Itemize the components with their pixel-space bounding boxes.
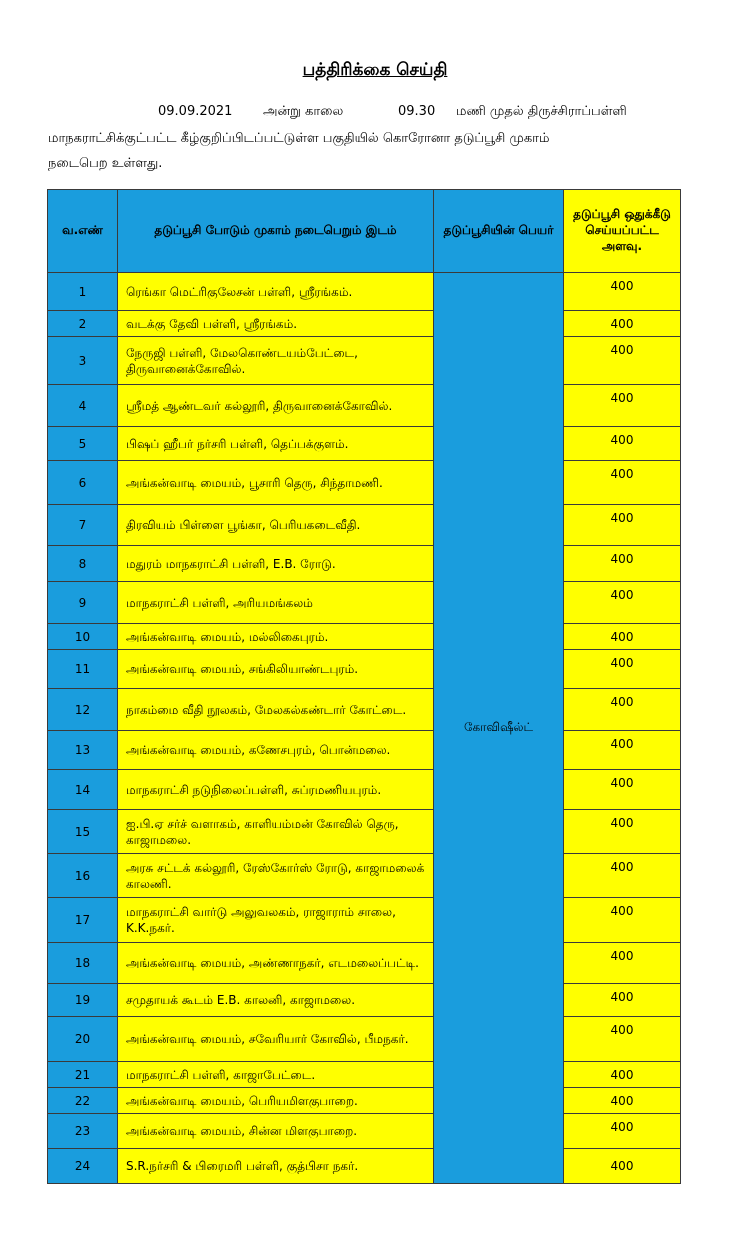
cell-location: அங்கன்வாடி மையம், அண்ணாநகர், எடமலைப்பட்டி. (118, 943, 434, 984)
cell-sno: 2 (48, 311, 118, 337)
table-row (48, 898, 681, 943)
page-title: பத்திரிக்கை செய்தி (302, 60, 448, 80)
header-location: தடுப்பூசி போடும் முகாம் நடைபெறும் இடம் (118, 190, 434, 273)
cell-sno: 17 (48, 898, 118, 943)
cell-location: S.R.நர்சரி & பிரைமரி பள்ளி, குத்பிசா நகர். (118, 1149, 434, 1184)
table-row (48, 810, 681, 854)
intro-line-2: மாநகராட்சிக்குட்பட்ட கீழ்குறிப்பிடப்பட்டுள்ள பகுதியில் கொரோனா தடுப்பூசி முகாம் (48, 131, 550, 146)
cell-location: மாநகராட்சி பள்ளி, காஜாபேட்டை. (118, 1062, 434, 1088)
cell-quantity: 400 (564, 810, 681, 854)
table-row (48, 1017, 681, 1062)
cell-location: அங்கன்வாடி மையம், சவேரியார் கோவில், பீமநகர். (118, 1017, 434, 1062)
cell-quantity: 400 (564, 943, 681, 984)
cell-location: நாகம்மை வீதி நூலகம், மேலகல்கண்டார் கோட்டை. (118, 689, 434, 731)
intro-word-from: மணி முதல் திருச்சிராப்பள்ளி (456, 104, 627, 119)
table-row (48, 731, 681, 770)
cell-sno: 24 (48, 1149, 118, 1184)
table-row (48, 650, 681, 689)
table-row (48, 943, 681, 984)
cell-quantity: 400 (564, 731, 681, 770)
cell-location: திரவியம் பிள்ளை பூங்கா, பெரியகடைவீதி. (118, 505, 434, 546)
cell-location: அங்கன்வாடி மையம், பூசாரி தெரு, சிந்தாமணி. (118, 461, 434, 505)
cell-sno: 13 (48, 731, 118, 770)
cell-sno: 22 (48, 1088, 118, 1114)
cell-quantity: 400 (564, 427, 681, 461)
cell-quantity: 400 (564, 337, 681, 385)
cell-quantity: 400 (564, 1149, 681, 1184)
intro-word-on: அன்று காலை (263, 104, 344, 119)
table-row (48, 1088, 681, 1114)
cell-quantity: 400 (564, 770, 681, 810)
cell-location: அங்கன்வாடி மையம், மல்லிகைபுரம். (118, 624, 434, 650)
cell-quantity: 400 (564, 311, 681, 337)
cell-sno: 10 (48, 624, 118, 650)
cell-quantity: 400 (564, 624, 681, 650)
cell-sno: 5 (48, 427, 118, 461)
cell-sno: 19 (48, 984, 118, 1017)
table-row (48, 337, 681, 385)
cell-quantity: 400 (564, 582, 681, 624)
cell-location: மாநகராட்சி நடுநிலைப்பள்ளி, சுப்ரமணியபுரம். (118, 770, 434, 810)
table-row (48, 1114, 681, 1149)
cell-location: அங்கன்வாடி மையம், சின்ன மிளகுபாறை. (118, 1114, 434, 1149)
table-row (48, 505, 681, 546)
cell-quantity: 400 (564, 385, 681, 427)
header-quantity: தடுப்பூசி ஒதுக்கீடு செய்யப்பட்ட அளவு. (564, 190, 681, 273)
cell-sno: 15 (48, 810, 118, 854)
table-row (48, 461, 681, 505)
header-sno: வ.எண் (48, 190, 118, 273)
table-row (48, 582, 681, 624)
cell-location: மதுரம் மாநகராட்சி பள்ளி, E.B. ரோடு. (118, 546, 434, 582)
table-row (48, 624, 681, 650)
cell-sno: 23 (48, 1114, 118, 1149)
cell-location: நேருஜி பள்ளி, மேலகொண்டயம்பேட்டை, திருவானைக்கோவில். (118, 337, 434, 385)
cell-location: அங்கன்வாடி மையம், பெரியமிளகுபாறை. (118, 1088, 434, 1114)
table-row (48, 984, 681, 1017)
cell-location: மாநகராட்சி வார்டு அலுவலகம், ராஜாராம் சாலை, K.K.நகர். (118, 898, 434, 943)
cell-sno: 16 (48, 854, 118, 898)
cell-sno: 4 (48, 385, 118, 427)
cell-quantity: 400 (564, 461, 681, 505)
table-row (48, 689, 681, 731)
table-row (48, 770, 681, 810)
cell-sno: 18 (48, 943, 118, 984)
cell-location: மாநகராட்சி பள்ளி, அரியமங்கலம் (118, 582, 434, 624)
cell-location: ஸ்ரீமத் ஆண்டவர் கல்லூரி, திருவானைக்கோவில். (118, 385, 434, 427)
cell-sno: 1 (48, 273, 118, 311)
cell-location: ரெங்கா மெட்ரிகுலேசன் பள்ளி, ஸ்ரீரங்கம். (118, 273, 434, 311)
cell-quantity: 400 (564, 1062, 681, 1088)
table-row (48, 427, 681, 461)
table-row (48, 1062, 681, 1088)
cell-sno: 3 (48, 337, 118, 385)
intro-date: 09.09.2021 (158, 104, 233, 119)
cell-quantity: 400 (564, 898, 681, 943)
vaccination-camp-table (47, 189, 681, 1184)
cell-quantity: 400 (564, 1114, 681, 1149)
cell-sno: 20 (48, 1017, 118, 1062)
cell-sno: 11 (48, 650, 118, 689)
table-row (48, 546, 681, 582)
cell-quantity: 400 (564, 650, 681, 689)
table-row (48, 1149, 681, 1184)
cell-sno: 12 (48, 689, 118, 731)
intro-line-3: நடைபெற உள்ளது. (48, 156, 163, 171)
header-vaccine: தடுப்பூசியின் பெயர் (434, 190, 564, 273)
cell-location: ஐ.பி.ஏ சர்ச் வளாகம், காளியம்மன் கோவில் தெரு, காஜாமலை. (118, 810, 434, 854)
table-row (48, 385, 681, 427)
intro-time: 09.30 (398, 104, 436, 119)
cell-quantity: 400 (564, 505, 681, 546)
cell-quantity: 400 (564, 1017, 681, 1062)
cell-location: அங்கன்வாடி மையம், சங்கிலியாண்டபுரம். (118, 650, 434, 689)
cell-quantity: 400 (564, 1088, 681, 1114)
cell-location: பிஷப் ஹீபர் நர்சரி பள்ளி, தெப்பக்குளம். (118, 427, 434, 461)
cell-location: அரசு சட்டக் கல்லூரி, ரேஸ்கோர்ஸ் ரோடு, காஜாமலைக் காலணி. (118, 854, 434, 898)
cell-quantity: 400 (564, 689, 681, 731)
cell-sno: 9 (48, 582, 118, 624)
cell-quantity: 400 (564, 546, 681, 582)
cell-vaccine-name: கோவிஷீல்ட் (434, 273, 564, 1184)
cell-sno: 6 (48, 461, 118, 505)
cell-quantity: 400 (564, 984, 681, 1017)
cell-location: சமுதாயக் கூடம் E.B. காலனி, காஜாமலை. (118, 984, 434, 1017)
table-row (48, 273, 681, 311)
table-header-row (48, 190, 681, 273)
cell-sno: 14 (48, 770, 118, 810)
cell-quantity: 400 (564, 273, 681, 311)
table-row (48, 311, 681, 337)
cell-quantity: 400 (564, 854, 681, 898)
cell-sno: 7 (48, 505, 118, 546)
cell-location: வடக்கு தேவி பள்ளி, ஸ்ரீரங்கம். (118, 311, 434, 337)
cell-location: அங்கன்வாடி மையம், கணேசபுரம், பொன்மலை. (118, 731, 434, 770)
cell-sno: 8 (48, 546, 118, 582)
cell-sno: 21 (48, 1062, 118, 1088)
table-row (48, 854, 681, 898)
